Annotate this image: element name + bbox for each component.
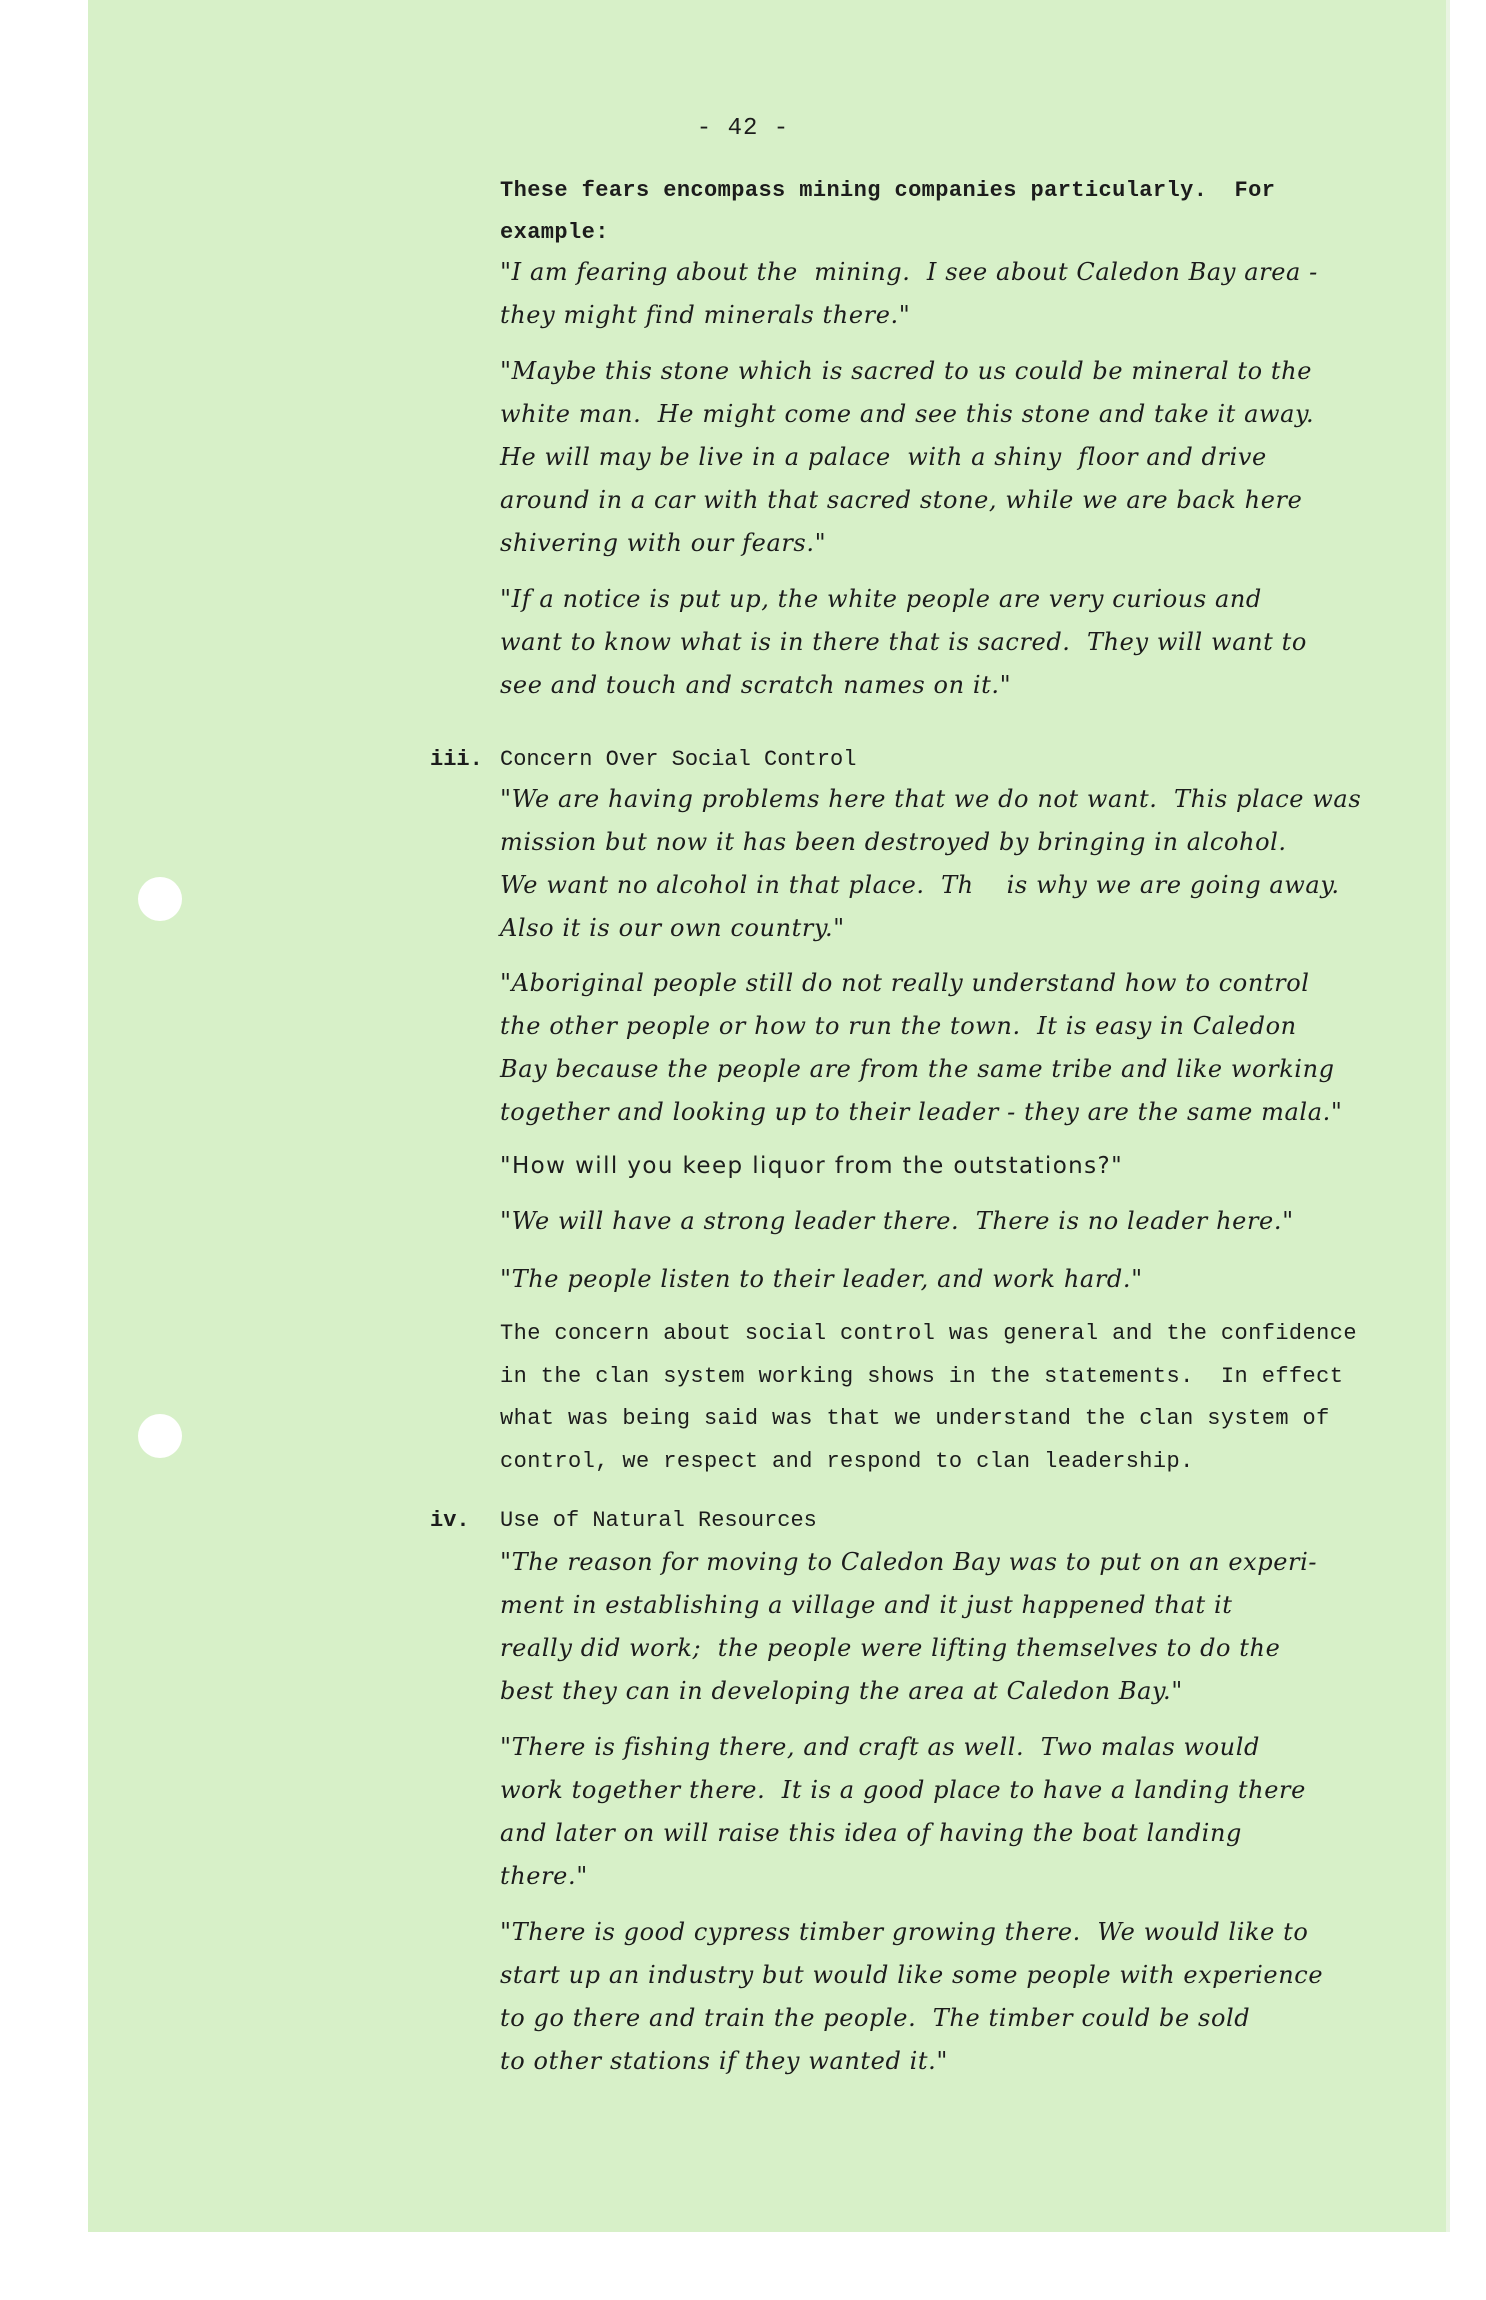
quote-line: Bay because the people are from the same tribe and like working	[500, 1055, 1335, 1083]
quote-line: "If a notice is put up, the white people are very curious and	[500, 585, 1262, 613]
section-numeral: iii.	[430, 747, 483, 772]
intro-line: example:	[500, 220, 609, 245]
quote-line: "We are having problems here that we do not want. This place was	[500, 785, 1362, 813]
section-heading: Use of Natural Resources	[500, 1508, 817, 1533]
quote-line: really did work; the people were lifting themselves to do the	[500, 1634, 1281, 1662]
quote-line: to go there and train the people. The timber could be sold	[500, 2004, 1251, 2032]
quote-line: mission but now it has been destroyed by bringing in alcohol.	[500, 828, 1287, 856]
quote-line: together and looking up to their leader - they are the same mala."	[500, 1098, 1343, 1126]
quote-line: "The people listen to their leader, and work hard."	[500, 1265, 1143, 1293]
page-number: - 42 -	[696, 115, 790, 142]
commentary-line: control, we respect and respond to clan leadership.	[500, 1449, 1194, 1474]
quote-line: there."	[500, 1862, 588, 1890]
commentary-line: The concern about social control was general and the confidence	[500, 1321, 1357, 1346]
quote-line: they might find minerals there."	[500, 301, 911, 329]
quote-line: white man. He might come and see this stone and take it away.	[500, 400, 1315, 428]
quote-line: shivering with our fears."	[500, 529, 827, 557]
intro-line: These fears encompass mining companies particularly. For	[500, 178, 1276, 203]
quote-line: We want no alcohol in that place. Th is why we are going away.	[500, 871, 1340, 899]
commentary-line: what was being said was that we understand the clan system of	[500, 1406, 1330, 1431]
quote-line: Also it is our own country."	[500, 914, 845, 942]
quote-line: work together there. It is a good place to have a landing there	[500, 1776, 1306, 1804]
quote-line: the other people or how to run the town. It is easy in Caledon	[500, 1012, 1297, 1040]
quote-line: "Aboriginal people still do not really understand how to control	[500, 969, 1310, 997]
quote-line: "I am fearing about the mining. I see about Caledon Bay area -	[500, 258, 1318, 286]
question-line: "How will you keep liquor from the outstations?"	[500, 1153, 1124, 1179]
quote-line: to other stations if they wanted it."	[500, 2047, 949, 2075]
quote-line: He will may be live in a palace with a shiny floor and drive	[500, 443, 1267, 471]
quote-line: and later on will raise this idea of having the boat landing	[500, 1819, 1242, 1847]
section-numeral: iv.	[430, 1508, 470, 1533]
quote-line: "The reason for moving to Caledon Bay was to put on an experi-	[500, 1548, 1318, 1576]
quote-line: want to know what is in there that is sacred. They will want to	[500, 628, 1307, 656]
quote-line: see and touch and scratch names on it."	[500, 671, 1012, 699]
quote-line: ment in establishing a village and it just happened that it	[500, 1591, 1233, 1619]
punch-hole	[138, 877, 182, 921]
quote-line: around in a car with that sacred stone, while we are back here	[500, 486, 1303, 514]
punch-hole	[138, 1414, 182, 1458]
section-heading: Concern Over Social Control	[500, 747, 857, 772]
quote-line: "There is fishing there, and craft as well. Two malas would	[500, 1733, 1260, 1761]
quote-line: best they can in developing the area at Caledon Bay."	[500, 1677, 1183, 1705]
quote-line: "We will have a strong leader there. There is no leader here."	[500, 1207, 1294, 1235]
quote-line: start up an industry but would like some people with experience	[500, 1961, 1324, 1989]
quote-line: "There is good cypress timber growing there. We would like to	[500, 1918, 1309, 1946]
quote-line: "Maybe this stone which is sacred to us could be mineral to the	[500, 357, 1312, 385]
sheet-edge	[1446, 0, 1450, 2232]
commentary-line: in the clan system working shows in the statements. In effect	[500, 1364, 1344, 1389]
